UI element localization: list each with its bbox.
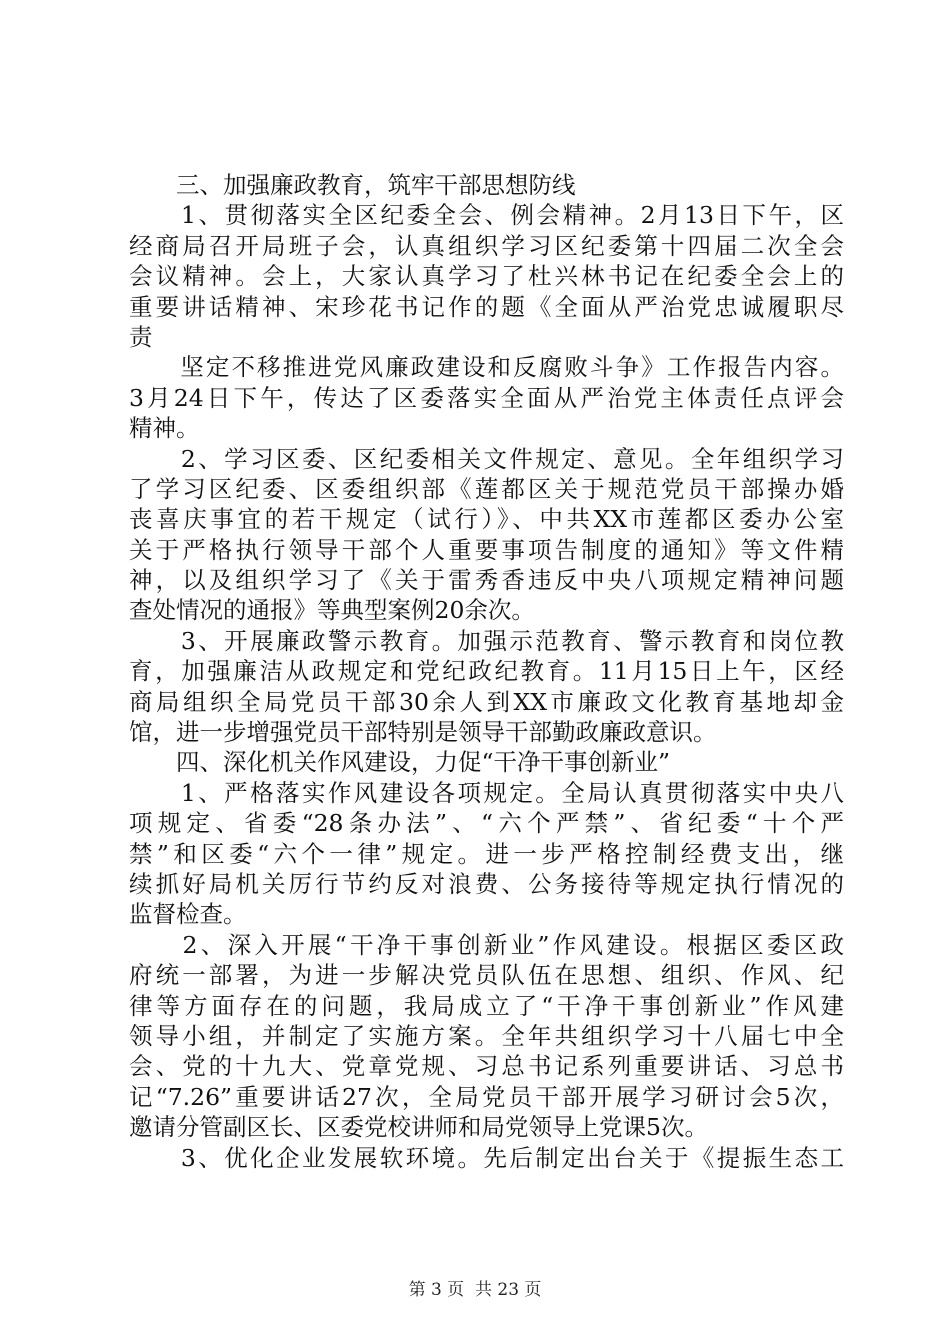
text-line: 神，以及组织学习了《关于雷秀香违反中央八项规定精神问题 — [129, 566, 844, 595]
text-line: 府统一部署，为进一步解决党员队伍在思想、组织、作风、纪 — [129, 961, 844, 990]
text-line: 记“7.26”重要讲话27次，全局党员干部开展学习研讨会5次， — [129, 1082, 844, 1111]
text-line: 关于严格执行领导干部个人重要事项告制度的通知》等文件精 — [129, 535, 844, 564]
text-line: 育，加强廉洁从政规定和党纪政纪教育。11月15日上午，区经 — [129, 657, 844, 686]
text-line: 律等方面存在的问题，我局成立了“干净干事创新业”作风建 — [129, 991, 844, 1020]
text-line: 1、贯彻落实全区纪委全会、例会精神。2月13日下午，区 — [129, 201, 844, 230]
text-line: 禁”和区委“六个一律”规定。进一步严格控制经费支出，继 — [129, 839, 844, 868]
text-line: 1、严格落实作风建设各项规定。全局认真贯彻落实中央八 — [129, 778, 844, 807]
text-line: 商局组织全局党员干部30余人到XX市廉政文化教育基地却金 — [129, 687, 844, 716]
page-footer: 第 3 页 共 23 页 — [408, 1280, 542, 1300]
text-line: 领导小组，并制定了实施方案。全年共组织学习十八届七中全 — [129, 1021, 844, 1050]
text-line: 了学习区纪委、区委组织部《莲都区关于规范党员干部操办婚 — [129, 474, 844, 503]
text-line: 邀请分管副区长、区委党校讲师和局党领导上党课5次。 — [129, 1113, 708, 1142]
text-line: 坚定不移推进党风廉政建设和反腐败斗争》工作报告内容。 — [129, 353, 844, 382]
text-line: 经商局召开局班子会，认真组织学习区纪委第十四届二次全会 — [129, 231, 844, 260]
document-body — [129, 170, 844, 1173]
text-line: 2、学习区委、区纪委相关文件规定、意见。全年组织学习 — [129, 444, 844, 473]
text-line: 丧喜庆事宜的若干规定（试行）》、中共XX市莲都区委办公室 — [129, 505, 844, 534]
text-line: 会、党的十九大、党章党规、习总书记系列重要讲话、习总书 — [129, 1052, 844, 1081]
text-line: 三、加强廉政教育，筑牢干部思想防线 — [129, 171, 576, 199]
text-line: 3、开展廉政警示教育。加强示范教育、警示教育和岗位教 — [129, 626, 844, 655]
text-line: 查处情况的通报》等典型案例20余次。 — [129, 596, 535, 625]
text-line: 监督检查。 — [129, 900, 247, 929]
text-line: 重要讲话精神、宋珍花书记作的题《全面从严治党忠诚履职尽 — [129, 292, 844, 321]
text-line: 馆，进一步增强党员干部特别是领导干部勤政廉政意识。 — [129, 718, 717, 747]
text-line: 续抓好局机关厉行节约反对浪费、公务接待等规定执行情况的 — [129, 869, 844, 898]
text-line: 会议精神。会上，大家认真学习了杜兴林书记在纪委全会上的 — [129, 262, 844, 291]
text-line: 3月24日下午，传达了区委落实全面从严治党主体责任点评会 — [129, 383, 844, 412]
text-line: 2、深入开展“干净干事创新业”作风建设。根据区委区政 — [129, 930, 844, 959]
text-line: 项规定、省委“28条办法”、“六个严禁”、省纪委“十个严 — [129, 809, 844, 838]
text-line: 3、优化企业发展软环境。先后制定出台关于《提振生态工 — [129, 1143, 844, 1172]
text-line: 精神。 — [129, 414, 200, 443]
text-line: 四、深化机关作风建设，力促“干净干事创新业” — [129, 748, 671, 777]
text-line: 责 — [129, 322, 153, 351]
